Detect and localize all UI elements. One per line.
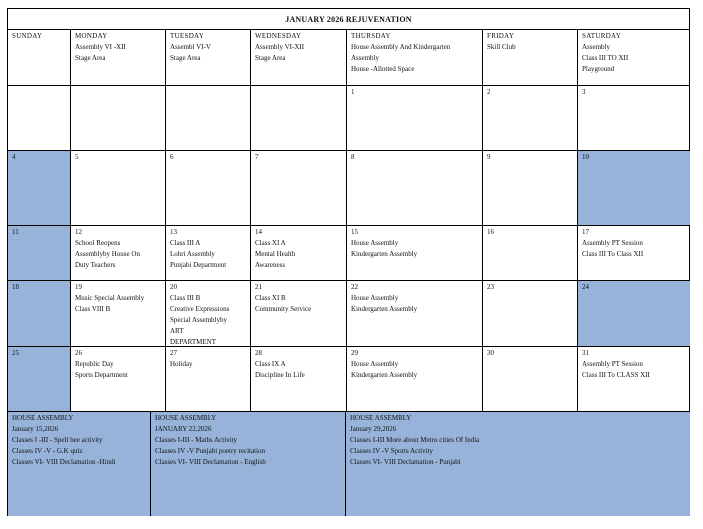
day-name: MONDAY <box>75 32 108 40</box>
day-activity: Assembly <box>582 43 610 51</box>
house-assembly-date: JANUARY 22,2026 <box>155 425 212 433</box>
event-text: Class XI B <box>255 294 286 302</box>
calendar-title: JANUARY 2026 REJUVENATION <box>8 9 689 30</box>
date-number: 4 <box>12 153 16 161</box>
day-name: TUESDAY <box>170 32 205 40</box>
house-assembly-activity: Classes IV -V Punjabi poetry recitation <box>155 447 265 455</box>
house-assembly-box <box>151 412 346 516</box>
date-number: 14 <box>255 228 262 236</box>
house-assembly-date: January 15,2026 <box>12 425 59 433</box>
date-cell-24 <box>578 281 690 347</box>
date-cell-9 <box>483 151 578 226</box>
empty-date-cell <box>166 86 251 151</box>
empty-date-cell <box>8 86 71 151</box>
date-cell-13 <box>166 226 251 281</box>
event-text: Assembly PT Session <box>582 360 643 368</box>
day-activity: Assembl VI-V <box>170 43 211 51</box>
date-cell-30 <box>483 347 578 412</box>
date-cell-12 <box>71 226 166 281</box>
event-text: Mental Health <box>255 250 296 258</box>
date-cell-27 <box>166 347 251 412</box>
event-text: Class VIII B <box>75 305 111 313</box>
event-text: House Assembly <box>351 294 399 302</box>
day-activity: Stage Area <box>255 54 286 62</box>
date-number: 17 <box>582 228 589 236</box>
date-number: 24 <box>582 283 589 291</box>
house-assembly-heading: HOUSE ASSEMBLY <box>155 414 217 422</box>
date-cell-23 <box>483 281 578 347</box>
day-name: THURSDAY <box>351 32 391 40</box>
event-text: Holiday <box>170 360 193 368</box>
day-header-wednesday <box>251 30 347 86</box>
date-number: 23 <box>487 283 494 291</box>
day-activity: Assembly VI-XII <box>255 43 305 51</box>
event-text: Punjabi Department <box>170 261 227 269</box>
house-assembly-activity: Classes I-III - Maths Activity <box>155 436 238 444</box>
date-number: 22 <box>351 283 358 291</box>
date-number: 26 <box>75 349 82 357</box>
date-number: 28 <box>255 349 262 357</box>
event-text: Class III To CLASS XII <box>582 371 650 379</box>
date-number: 11 <box>12 228 19 236</box>
date-cell-16 <box>483 226 578 281</box>
day-activity: Class III TO XII <box>582 54 629 62</box>
day-activity: Stage Area <box>75 54 106 62</box>
date-number: 20 <box>170 283 177 291</box>
event-text: House Assembly <box>351 360 399 368</box>
event-text: Creative Expressions <box>170 305 230 313</box>
date-number: 10 <box>582 153 589 161</box>
house-assembly-activity: Classes I-III More about Metro cities Of India <box>350 436 480 444</box>
calendar <box>7 8 690 516</box>
house-assembly-activity: Classes VI- VIII Declamation - English <box>155 458 266 466</box>
date-cell-21 <box>251 281 347 347</box>
day-header-friday <box>483 30 578 86</box>
day-activity: Playground <box>582 65 615 73</box>
date-number: 5 <box>75 153 79 161</box>
event-text: Community Service <box>255 305 312 313</box>
date-number: 16 <box>487 228 494 236</box>
date-cell-1 <box>347 86 483 151</box>
date-cell-17 <box>578 226 690 281</box>
date-number: 6 <box>170 153 174 161</box>
date-cell-8 <box>347 151 483 226</box>
event-text: Class III To Class XII <box>582 250 644 258</box>
date-number: 31 <box>582 349 589 357</box>
event-text: DEPARTMENT <box>170 338 216 346</box>
day-activity: Stage Area <box>170 54 201 62</box>
date-cell-28 <box>251 347 347 412</box>
event-text: ART <box>170 327 184 335</box>
day-name: SUNDAY <box>12 32 43 40</box>
date-number: 7 <box>255 153 259 161</box>
date-cell-25 <box>8 347 71 412</box>
house-assembly-heading: HOUSE ASSEMBLY <box>12 414 74 422</box>
day-name: SATURDAY <box>582 32 622 40</box>
house-assembly-activity: Classes I -III - Spell bee activity <box>12 436 103 444</box>
date-number: 1 <box>351 88 355 96</box>
date-number: 27 <box>170 349 177 357</box>
empty-date-cell <box>251 86 347 151</box>
day-header-saturday <box>578 30 690 86</box>
event-text: Discipline In Life <box>255 371 305 379</box>
date-cell-3 <box>578 86 690 151</box>
house-assembly-date: January 29,2026 <box>350 425 397 433</box>
date-cell-22 <box>347 281 483 347</box>
date-number: 29 <box>351 349 358 357</box>
house-assembly-box <box>346 412 690 516</box>
event-text: Class XI A <box>255 239 286 247</box>
event-text: Kindergarten Assembly <box>351 250 418 258</box>
date-number: 15 <box>351 228 358 236</box>
date-cell-15 <box>347 226 483 281</box>
date-number: 9 <box>487 153 491 161</box>
day-header-sunday <box>8 30 71 86</box>
date-cell-31 <box>578 347 690 412</box>
house-assembly-heading: HOUSE ASSEMBLY <box>350 414 412 422</box>
date-cell-10 <box>578 151 690 226</box>
house-assembly-activity: Classes IV -V - G.K quiz <box>12 447 83 455</box>
event-text: Special Assemblyby <box>170 316 227 324</box>
event-text: Republic Day <box>75 360 114 368</box>
event-text: Kindergarten Assembly <box>351 371 418 379</box>
event-text: Music Special Assembly <box>75 294 145 302</box>
day-header-thursday <box>347 30 483 86</box>
house-assembly-activity: Classes VI- VIII Declamation -Hindi <box>12 458 116 466</box>
event-text: Awareness <box>255 261 286 269</box>
event-text: Class IX A <box>255 360 286 368</box>
empty-date-cell <box>71 86 166 151</box>
date-number: 2 <box>487 88 491 96</box>
day-name: WEDNESDAY <box>255 32 302 40</box>
date-number: 30 <box>487 349 494 357</box>
event-text: Assemblyby House On <box>75 250 140 258</box>
house-assembly-box <box>8 412 151 516</box>
day-name: FRIDAY <box>487 32 515 40</box>
event-text: Class III B <box>170 294 201 302</box>
event-text: House Assembly <box>351 239 399 247</box>
date-number: 13 <box>170 228 177 236</box>
event-text: Class III A <box>170 239 201 247</box>
day-header-monday <box>71 30 166 86</box>
day-header-tuesday <box>166 30 251 86</box>
house-assembly-activity: Classes IV -V Sports Activity <box>350 447 433 455</box>
event-text: Assembly PT Session <box>582 239 643 247</box>
date-cell-20 <box>166 281 251 347</box>
day-activity: Skill Club <box>487 43 516 51</box>
date-cell-11 <box>8 226 71 281</box>
day-activity: Assembly VI -XII <box>75 43 126 51</box>
date-cell-6 <box>166 151 251 226</box>
date-cell-2 <box>483 86 578 151</box>
date-cell-29 <box>347 347 483 412</box>
date-cell-19 <box>71 281 166 347</box>
date-cell-7 <box>251 151 347 226</box>
date-cell-14 <box>251 226 347 281</box>
date-cell-26 <box>71 347 166 412</box>
event-text: Sports Department <box>75 371 128 379</box>
date-number: 3 <box>582 88 586 96</box>
date-cell-4 <box>8 151 71 226</box>
event-text: Kindergarten Assembly <box>351 305 418 313</box>
date-cell-5 <box>71 151 166 226</box>
date-number: 18 <box>12 283 19 291</box>
date-number: 8 <box>351 153 355 161</box>
event-text: Duty Teachers <box>75 261 116 269</box>
date-number: 12 <box>75 228 82 236</box>
date-number: 25 <box>12 349 19 357</box>
day-activity: House Assembly And Kindergarten <box>351 43 451 51</box>
event-text: Lohri Assembly <box>170 250 215 258</box>
day-activity: House -Allotted Space <box>351 65 415 73</box>
date-number: 21 <box>255 283 262 291</box>
event-text: School Reopens <box>75 239 121 247</box>
day-activity: Assembly <box>351 54 379 62</box>
house-assembly-activity: Classes VI- VIII Declamation - Punjabi <box>350 458 461 466</box>
date-cell-18 <box>8 281 71 347</box>
date-number: 19 <box>75 283 82 291</box>
